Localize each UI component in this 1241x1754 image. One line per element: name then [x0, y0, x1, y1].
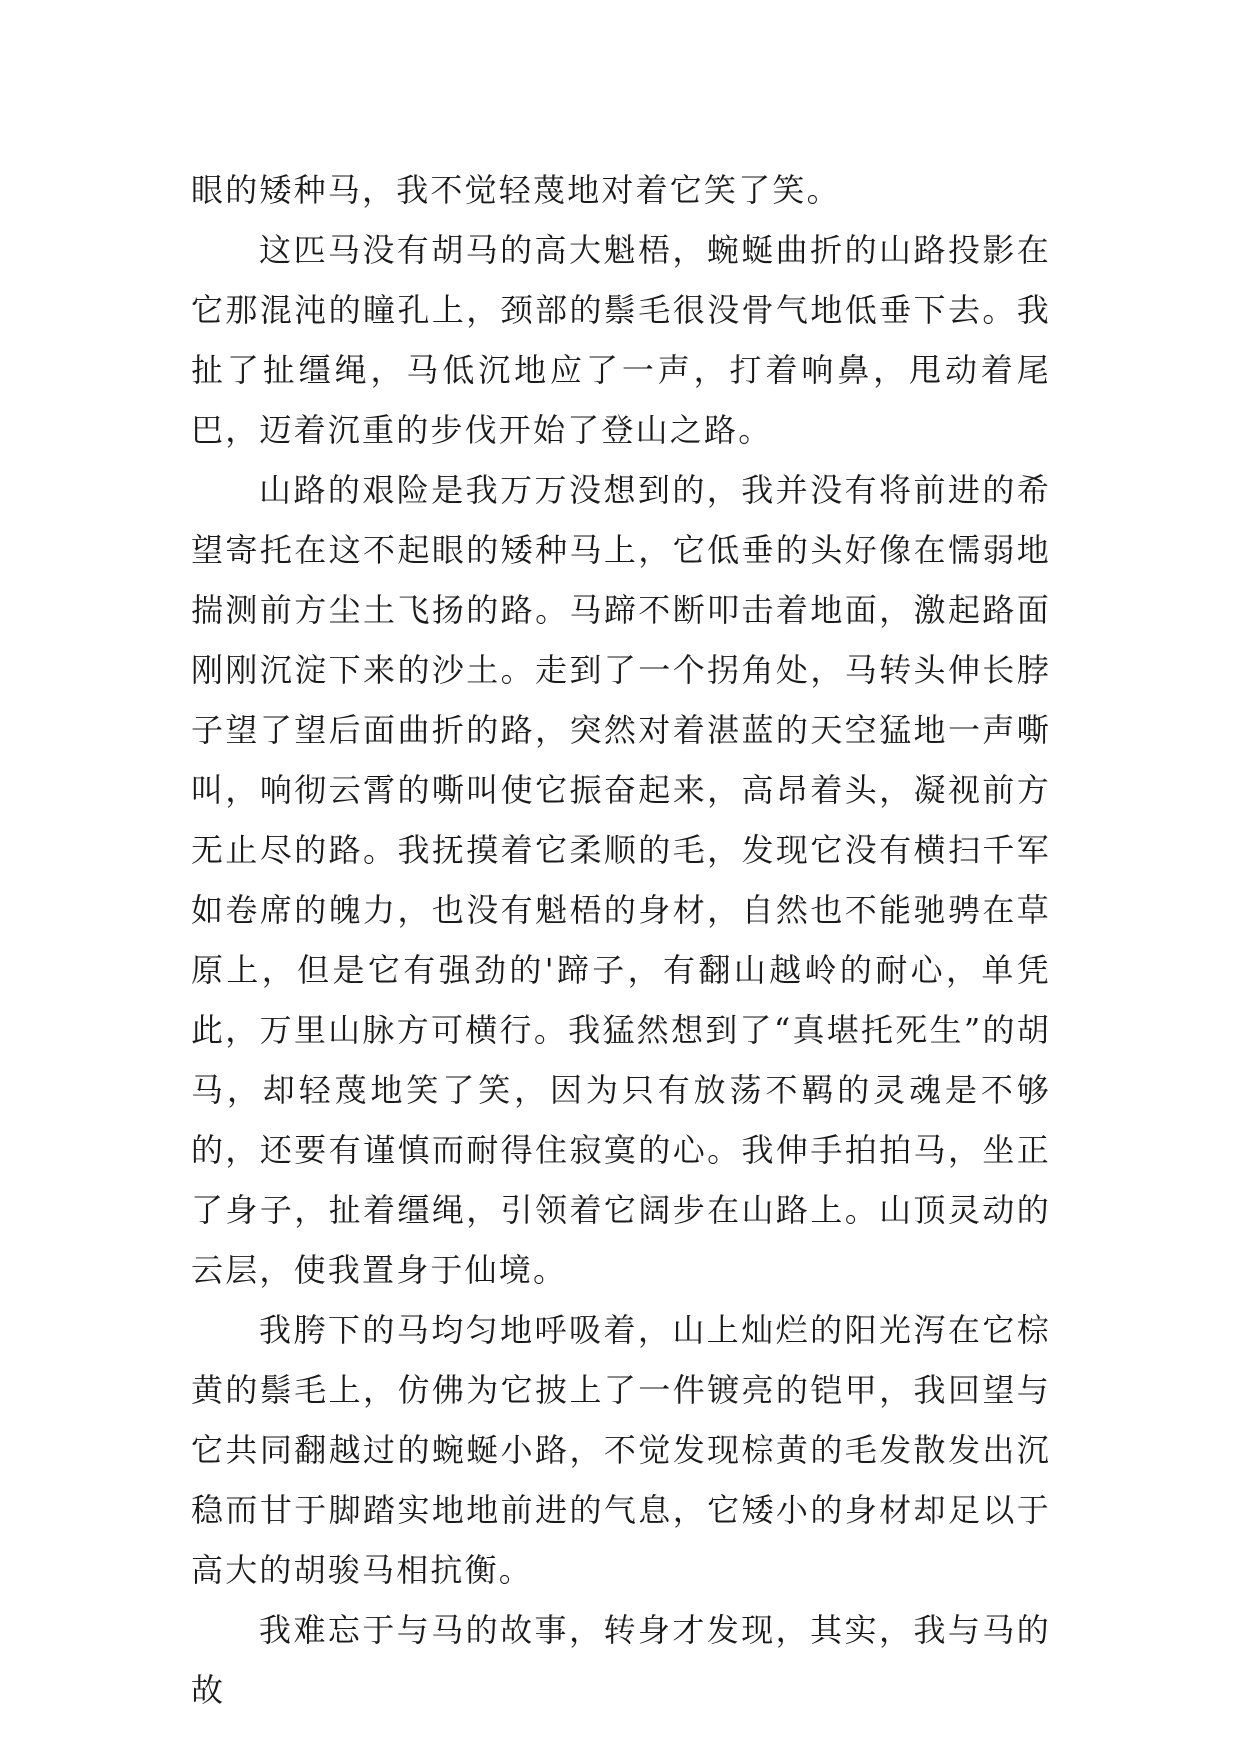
paragraph-continuation: 眼的矮种马，我不觉轻蔑地对着它笑了笑。	[191, 171, 841, 209]
paragraph: 山路的艰险是我万万没想到的，我并没有将前进的希望寄托在这不起眼的矮种马上，它低垂的头好像在懦弱地揣测前方尘土飞扬的路。马蹄不断叩击着地面，激起路面刚刚沉淀下来的沙土。走到了一个拐角处，马转头伸长脖子望了望后面曲折的路，突然对着湛蓝的天空猛地一声嘶叫，响彻云霄的嘶叫使它振奋起来，高昂着头，凝视前方无止尽的路。我抚摸着它柔顺的毛，发现它没有横扫千军如卷席的魄力，也没有魁梧的身材，自然也不能驰骋在草原上，但是它有强劲的'蹄子，有翻山越岭的耐心，单凭此，万里山脉方可横行。我猛然想到了“真堪托死生”的胡马，却轻蔑地笑了笑，因为只有放荡不羁的灵魂是不够的，还要有谨慎而耐得住寂寞的心。我伸手拍拍马，坐正了身子，扯着缰绳，引领着它阔步在山路上。山顶灵动的云层，使我置身于仙境。	[191, 471, 1051, 1289]
document-body	[191, 160, 1051, 1720]
paragraph: 这匹马没有胡马的高大魁梧，蜿蜒曲折的山路投影在它那混沌的瞳孔上，颈部的鬃毛很没骨气地低垂下去。我扯了扯缰绳，马低沉地应了一声，打着响鼻，甩动着尾巴，迈着沉重的步伐开始了登山之路。	[191, 231, 1051, 449]
paragraph: 我难忘于与马的故事，转身才发现，其实，我与马的故	[191, 1611, 1051, 1709]
paragraph: 我胯下的马均匀地呼吸着，山上灿烂的阳光泻在它棕黄的鬃毛上，仿佛为它披上了一件镀亮的铠甲，我回望与它共同翻越过的蜿蜒小路，不觉发现棕黄的毛发散发出沉稳而甘于脚踏实地地前进的气息，它矮小的身材却足以于高大的胡骏马相抗衡。	[191, 1311, 1051, 1589]
